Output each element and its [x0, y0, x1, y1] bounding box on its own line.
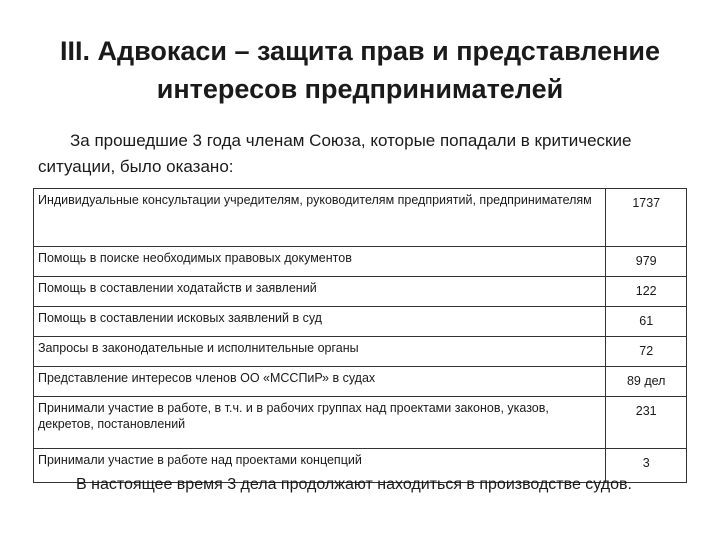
- row-value: 72: [606, 337, 687, 367]
- table-row: [34, 397, 687, 449]
- row-label: Помощь в составлении исковых заявлений в суд: [34, 307, 606, 337]
- row-label: Представление интересов членов ОО «МССПиР» в судах: [34, 367, 606, 397]
- table-row: [34, 277, 687, 307]
- row-label: Принимали участие в работе, в т.ч. и в рабочих группах над проектами законов, указов, декретов, постановлений: [34, 397, 606, 449]
- closing-paragraph: В настоящее время 3 дела продолжают находиться в производстве судов.: [76, 476, 632, 493]
- row-label: Принимали участие в работе над проектами концепций: [34, 449, 606, 483]
- row-value: 122: [606, 277, 687, 307]
- row-value: 3: [606, 449, 687, 483]
- slide-title: [0, 32, 720, 108]
- slide-title-line-2: интересов предпринимателей: [156, 74, 564, 104]
- row-value: 231: [606, 397, 687, 449]
- row-label: Индивидуальные консультации учредителям, руководителям предприятий, предпринимателям: [34, 189, 606, 247]
- assistance-table: [33, 188, 687, 483]
- table-row: [34, 247, 687, 277]
- table-row: [34, 337, 687, 367]
- row-value: 89 дел: [606, 367, 687, 397]
- row-label: Помощь в поиске необходимых правовых документов: [34, 247, 606, 277]
- row-value: 1737: [606, 189, 687, 247]
- table-row: [34, 189, 687, 247]
- row-value: 979: [606, 247, 687, 277]
- intro-paragraph: За прошедшие 3 года членам Союза, которые попадали в критические ситуации, было оказано:: [38, 131, 632, 176]
- slide-title-line-1: III. Адвокаси – защита прав и представление: [59, 36, 661, 66]
- table-row: [34, 367, 687, 397]
- table-row: [34, 307, 687, 337]
- row-label: Запросы в законодательные и исполнительные органы: [34, 337, 606, 367]
- row-label: Помощь в составлении ходатайств и заявлений: [34, 277, 606, 307]
- row-value: 61: [606, 307, 687, 337]
